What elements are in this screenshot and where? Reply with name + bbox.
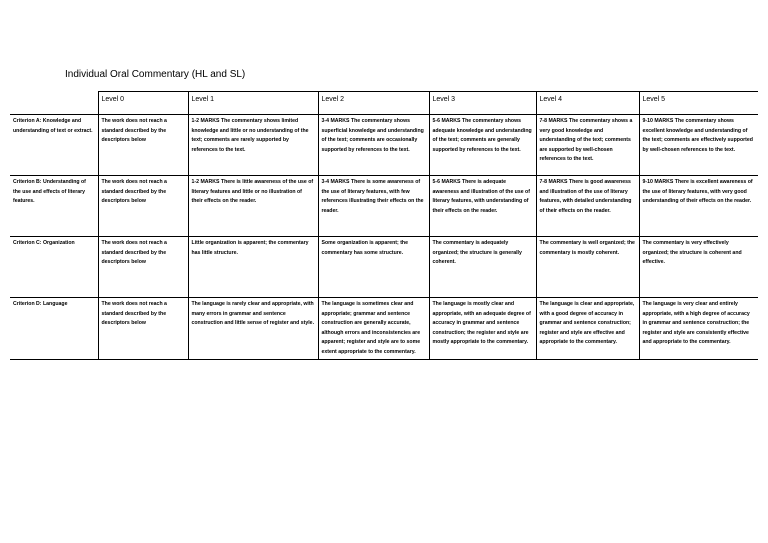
header-level-5: Level 5 bbox=[639, 92, 758, 115]
table-cell: The commentary is adequately organized; the structure is generally coherent. bbox=[429, 237, 536, 298]
header-level-4: Level 4 bbox=[536, 92, 639, 115]
table-cell: The language is sometimes clear and appropriate; grammar and sentence construction are generally accurate, although errors and inconsistencies are apparent; register and style are to some extent appropriate to the commentary. bbox=[318, 298, 429, 360]
table-cell: 7-8 MARKS There is good awareness and illustration of the use of literary features, with detailed understanding of their effects on the reader. bbox=[536, 176, 639, 237]
rubric-table bbox=[10, 91, 758, 360]
table-row bbox=[10, 176, 758, 237]
table-cell: 1-2 MARKS There is little awareness of the use of literary features and little or no illustration of their effects on the reader. bbox=[188, 176, 318, 237]
table-cell: 3-4 MARKS There is some awareness of the use of literary features, with few references illustrating their effects on the reader. bbox=[318, 176, 429, 237]
table-cell: 5-6 MARKS There is adequate awareness and illustration of the use of literary features, with understanding of their effects on the reader. bbox=[429, 176, 536, 237]
criterion-label: Criterion C: Organization bbox=[10, 237, 98, 298]
header-level-3: Level 3 bbox=[429, 92, 536, 115]
table-cell: 5-6 MARKS The commentary shows adequate knowledge and understanding of the text; comments are generally supported by references to the text. bbox=[429, 115, 536, 176]
document-title: Individual Oral Commentary (HL and SL) bbox=[65, 69, 246, 80]
table-cell: 9-10 MARKS The commentary shows excellent knowledge and understanding of the text; comments are effectively supported by well-chosen references to the text. bbox=[639, 115, 758, 176]
criterion-label: Criterion B: Understanding of the use and effects of literary features. bbox=[10, 176, 98, 237]
table-cell: The language is very clear and entirely appropriate, with a high degree of accuracy in grammar and sentence construction; the register and style are consistently effective and appropriate to the commentary. bbox=[639, 298, 758, 360]
header-corner bbox=[10, 92, 98, 115]
table-cell: The commentary is well organized; the commentary is mostly coherent. bbox=[536, 237, 639, 298]
table-row bbox=[10, 115, 758, 176]
table-cell: The work does not reach a standard described by the descriptors below bbox=[98, 298, 188, 360]
table-cell: The language is mostly clear and appropriate, with an adequate degree of accuracy in grammar and sentence construction; the register and style are mostly appropriate to the commentary. bbox=[429, 298, 536, 360]
header-row bbox=[10, 92, 758, 115]
header-level-0: Level 0 bbox=[98, 92, 188, 115]
table-cell: 7-8 MARKS The commentary shows a very good knowledge and understanding of the text; comments are supported by well-chosen references to the text. bbox=[536, 115, 639, 176]
header-level-2: Level 2 bbox=[318, 92, 429, 115]
table-cell: The language is rarely clear and appropriate, with many errors in grammar and sentence construction and little sense of register and style. bbox=[188, 298, 318, 360]
table-cell: The commentary is very effectively organized; the structure is coherent and effective. bbox=[639, 237, 758, 298]
table-cell: The language is clear and appropriate, with a good degree of accuracy in grammar and sentence construction; register and style are effective and appropriate to the commentary. bbox=[536, 298, 639, 360]
table-cell: 3-4 MARKS The commentary shows superficial knowledge and understanding of the text; comments are occasionally supported by references to the text. bbox=[318, 115, 429, 176]
table-cell: Little organization is apparent; the commentary has little structure. bbox=[188, 237, 318, 298]
table-row bbox=[10, 237, 758, 298]
table-row bbox=[10, 298, 758, 360]
table-cell: The work does not reach a standard described by the descriptors below bbox=[98, 176, 188, 237]
table-cell: Some organization is apparent; the commentary has some structure. bbox=[318, 237, 429, 298]
criterion-label: Criterion D: Language bbox=[10, 298, 98, 360]
table-cell: 1-2 MARKS The commentary shows limited knowledge and little or no understanding of the text; comments are rarely supported by references to the text. bbox=[188, 115, 318, 176]
table-cell: The work does not reach a standard described by the descriptors below bbox=[98, 237, 188, 298]
criterion-label: Criterion A: Knowledge and understanding of text or extract. bbox=[10, 115, 98, 176]
header-level-1: Level 1 bbox=[188, 92, 318, 115]
table-cell: The work does not reach a standard described by the descriptors below bbox=[98, 115, 188, 176]
table-cell: 9-10 MARKS There is excellent awareness of the use of literary features, with very good understanding of their effects on the reader. bbox=[639, 176, 758, 237]
